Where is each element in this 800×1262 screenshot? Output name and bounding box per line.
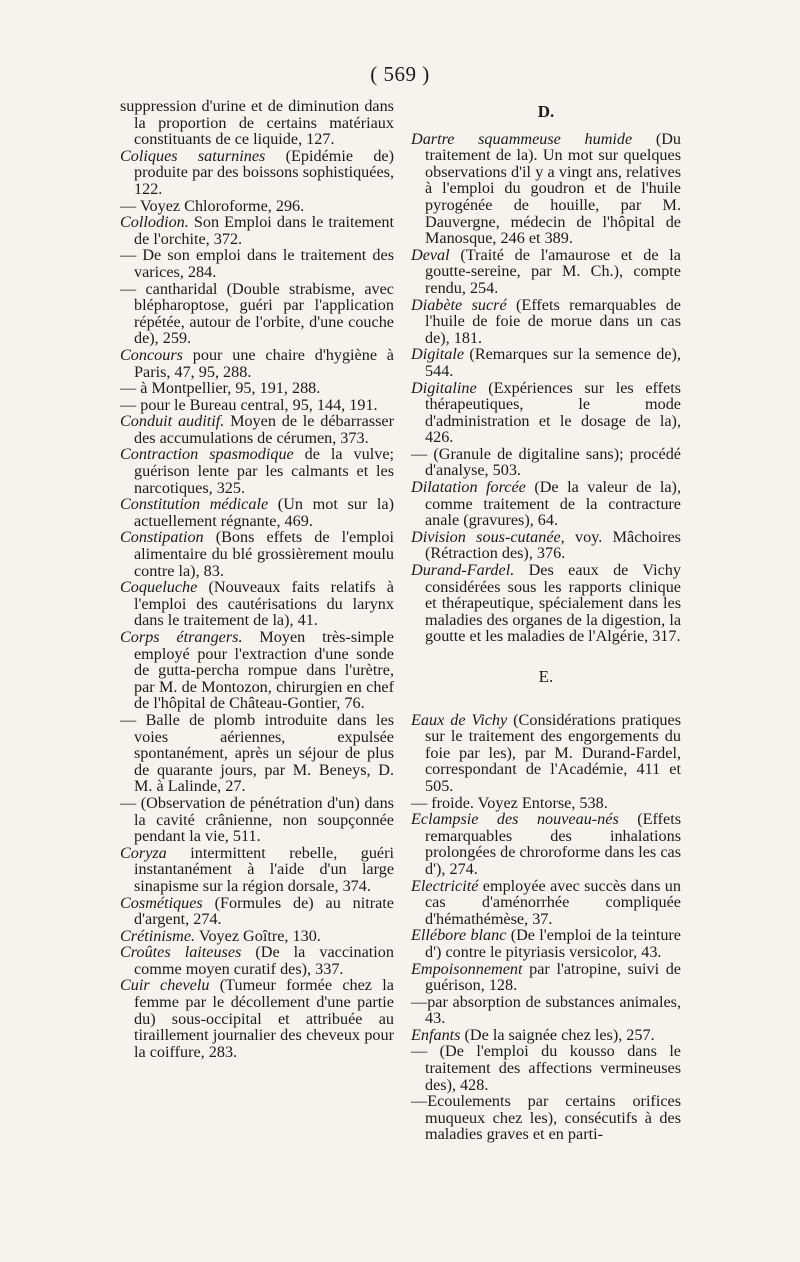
index-entry xyxy=(411,346,681,379)
entry-text: — De son emploi dans le traitement des varices, 284. xyxy=(120,246,394,281)
entry-text: Voyez Goître, 130. xyxy=(195,926,321,945)
index-entry xyxy=(120,247,394,280)
index-entry xyxy=(411,1093,681,1143)
entry-term: Diabète sucré xyxy=(411,295,507,314)
index-entry xyxy=(120,98,394,148)
entry-term: Electricité xyxy=(411,876,479,895)
entry-text: (Effets remarquables de l'huile de foie de morue dans un cas de), 181. xyxy=(425,295,681,347)
entry-text: — Balle de plomb introduite dans les voies aériennes, expulsée spontanément, après un séjour de plus de quarante jours, par M. Beneys, D. M. à Lalinde, 27. xyxy=(120,710,394,796)
entry-text: (Un mot sur la) actuellement régnante, 469. xyxy=(134,495,394,530)
entry-text: — Voyez Chloroforme, 296. xyxy=(120,196,305,215)
entry-term: Collodion. xyxy=(120,213,189,232)
section-heading-e: E. xyxy=(538,667,554,686)
index-entry xyxy=(120,579,394,629)
right-column xyxy=(411,98,681,1143)
index-entry xyxy=(411,811,681,877)
entry-term: Conduit auditif. xyxy=(120,412,225,431)
entry-term: Cosmétiques xyxy=(120,893,203,912)
entry-text: de la vulve; guérison lente par les calmants et les narcotiques, 325. xyxy=(134,445,395,497)
index-entry xyxy=(411,529,681,562)
entry-text: (De l'emploi de la teinture d') contre le pityriasis versicolor, 43. xyxy=(425,926,681,961)
entry-text: pour une chaire d'hygiène à Paris, 47, 95, 288. xyxy=(134,345,394,381)
index-entry xyxy=(120,198,394,215)
index-entry xyxy=(411,927,681,960)
entry-text: — (Granule de digitaline sans); procédé d'analyse, 503. xyxy=(411,444,681,480)
index-entry xyxy=(411,247,681,297)
entry-text: (Bons effets de l'emploi alimentaire du blé grossièrement moulu contre la), 83. xyxy=(134,528,394,580)
entry-term: Coryza xyxy=(120,843,167,862)
entry-text: (Nouveaux faits relatifs à l'emploi des cautérisations du larynx dans le traitement de la), 41. xyxy=(134,578,394,630)
index-entry xyxy=(120,214,394,247)
entry-term: Contraction spasmodique xyxy=(120,445,294,464)
entry-text: (De la valeur de la), comme traitement de la contracture anale (gravures), 64. xyxy=(425,478,681,530)
index-entry xyxy=(411,1043,681,1093)
index-entry xyxy=(120,446,394,496)
index-entry xyxy=(411,961,681,994)
entry-term: Empoisonnement xyxy=(411,959,523,978)
index-entry xyxy=(120,977,394,1060)
entry-text: Moyen très-simple employé pour l'extraction d'une sonde de gutta-percha rompue dans l'urètre, par M. de Montozon, chirurgien en chef de l'hôpital de Château-Gontier, 76. xyxy=(134,628,394,713)
entry-term: Crétinisme. xyxy=(120,926,196,945)
index-entry xyxy=(411,562,681,645)
index-entry xyxy=(411,795,681,812)
index-entry xyxy=(120,944,394,977)
entry-text: Son Emploi dans le traitement de l'orchite, 372. xyxy=(134,213,394,248)
index-entry xyxy=(120,281,394,347)
entry-text: (Effets remarquables des inhalations prolongées de chroroforme dans les cas d'), 274. xyxy=(425,810,681,878)
index-entry xyxy=(411,131,681,247)
entry-term: Digitale xyxy=(411,345,465,364)
index-entry xyxy=(120,413,394,446)
entry-text: par l'atropine, suivi de guérison, 128. xyxy=(425,959,681,995)
entry-text: Moyen de le débarrasser des accumulations de cérumen, 373. xyxy=(134,412,394,447)
entry-term: Concours xyxy=(120,345,183,364)
index-entry xyxy=(411,1027,681,1044)
entry-term: Croûtes laiteuses xyxy=(120,943,242,962)
entry-text: voy. Mâchoires (Rétraction des), 376. xyxy=(425,527,681,563)
entry-text: — à Montpellier, 95, 191, 288. xyxy=(120,379,321,398)
page-number: ( 569 ) xyxy=(370,62,430,86)
index-entry xyxy=(120,347,394,380)
entry-term: Eaux de Vichy xyxy=(411,710,508,729)
left-column xyxy=(120,98,394,1060)
entry-text: — cantharidal (Double strabisme, avec blépharoptose, guéri par l'application répétée, autour de l'orbite, d'une couche de), 259. xyxy=(120,279,394,348)
entry-text: employée avec succès dans un cas d'aménorrhée compliquée d'hémathémèse, 37. xyxy=(425,876,681,928)
index-entry xyxy=(120,148,394,198)
index-entry xyxy=(120,529,394,579)
entry-term: Cuir chevelu xyxy=(120,976,210,995)
index-entry xyxy=(120,845,394,895)
entry-text: intermittent rebelle, guéri instantanément à l'aide d'un large sinapisme sur la région dorsale, 374. xyxy=(134,843,394,895)
entry-text: (Remarques sur la semence de), 544. xyxy=(425,345,681,380)
entry-term: Dartre squammeuse humide xyxy=(411,129,633,148)
index-entry xyxy=(411,446,681,479)
entry-text: (Tumeur formée chez la femme par le décollement d'une partie du) sous-occipital et attribuée au tiraillement journalier des cheveux pour la coiffure, 283. xyxy=(134,976,394,1061)
index-entry xyxy=(120,629,394,712)
entry-text: —Ecoulements par certains orifices muqueux chez les), consécutifs à des maladies graves et en parti- xyxy=(411,1092,681,1144)
entry-text: (Formules de) au nitrate d'argent, 274. xyxy=(134,893,394,929)
entry-term: Constitution médicale xyxy=(120,495,269,514)
section-heading-d: D. xyxy=(537,102,555,121)
entry-term: Coliques saturnines xyxy=(120,146,266,165)
index-entry xyxy=(411,878,681,928)
entry-text: — pour le Bureau central, 95, 144, 191. xyxy=(120,395,378,414)
index-entry xyxy=(411,380,681,446)
entry-text: — (Observation de pénétration d'un) dans la cavité crânienne, non soupçonnée pendant la vie, 511. xyxy=(120,793,394,846)
index-entry xyxy=(120,928,394,945)
entry-term: Enfants xyxy=(411,1025,461,1044)
entry-term: Dilatation forcée xyxy=(411,478,526,497)
index-entry xyxy=(411,994,681,1027)
entry-term: Constipation xyxy=(120,528,204,547)
entry-term: Durand-Fardel. xyxy=(411,561,515,580)
entry-term: Deval xyxy=(411,245,450,264)
index-entry xyxy=(411,479,681,529)
entry-term: Corps étrangers. xyxy=(120,628,243,646)
entry-term: Ellébore blanc xyxy=(411,926,507,945)
entry-text: (Traité de l'amaurose et de la goutte-sereine, par M. Ch.), compte rendu, 254. xyxy=(425,245,681,297)
entry-term: Digitaline xyxy=(411,378,477,397)
entry-text: (Epidémie de) produite par des boissons sophistiquées, 122. xyxy=(134,146,394,198)
entry-term: Eclampsie des nouveau-nés xyxy=(411,810,619,829)
entry-term: Division sous-cutanée, xyxy=(411,527,565,546)
entry-text: — froide. Voyez Entorse, 538. xyxy=(411,793,608,812)
entry-text: —par absorption de substances animales, 43. xyxy=(411,992,681,1028)
entry-text: Des eaux de Vichy considérées sous les rapports clinique et thérapeutique, spécialement dans les maladies des organes de la digestion, la goutte et les maladies de l'Algérie, 317. xyxy=(425,561,681,646)
index-entry xyxy=(411,297,681,347)
index-entry xyxy=(120,380,394,397)
index-entry xyxy=(120,397,394,414)
index-entry xyxy=(120,795,394,845)
index-entry xyxy=(411,712,681,795)
entry-text: (Du traitement de la). Un mot sur quelques observations d'il y a vingt ans, relatives à l'emploi du goudron et de l'huile pyrogénée de houille, par M. Dauvergne, médecin de l'hôpital de Manosque, 246 et 389. xyxy=(425,129,681,248)
index-entry xyxy=(120,895,394,928)
entry-text: (De la vaccination comme moyen curatif des), 337. xyxy=(134,943,394,978)
entry-text: (De la saignée chez les), 257. xyxy=(460,1025,655,1044)
entry-text: (Considérations pratiques sur le traitement des engorgements du foie par les), par M. Durand-Fardel, correspondant de l'Académie, 411 et 505. xyxy=(425,710,681,795)
index-entry xyxy=(120,712,394,795)
entry-term: Coqueluche xyxy=(120,578,198,597)
entry-text: — (De l'emploi du kousso dans le traitement des affections vermineuses des), 428. xyxy=(411,1042,681,1094)
index-entry xyxy=(120,496,394,529)
entry-text: (Expériences sur les effets thérapeutiques, le mode d'administration et le dosage de la), 426. xyxy=(425,378,681,447)
entry-text: suppression d'urine et de diminution dans la proportion de certains matériaux constituants de ce liquide, 127. xyxy=(120,97,394,149)
